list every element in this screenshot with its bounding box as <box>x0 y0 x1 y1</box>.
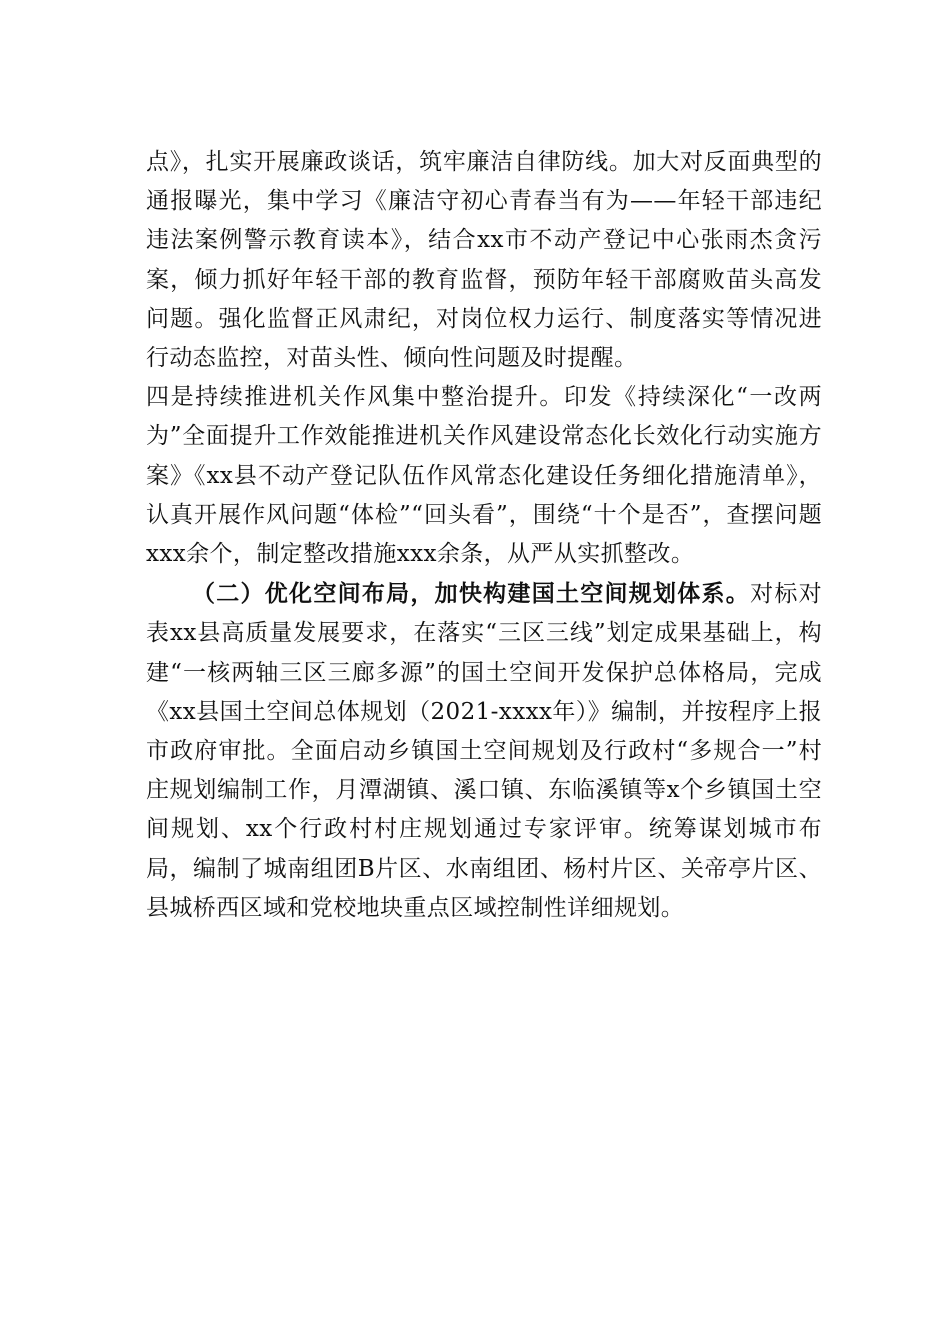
section-heading: （二）优化空间布局，加快构建国土空间规划体系。 <box>192 580 751 608</box>
paragraph-text: 四是持续推进机关作风集中整治提升。印发《持续深化“一改两为”全面提升工作效能推进机关作风建设常态化长效化行动实施方案》《xx县不动产登记队伍作风常态化建设任务细化措施清单》，认真开展作风问题“体检”“回头看”，围绕“十个是否”，查摆问题xxx余个，制定整改措施xxx余条，从严从实抓整改。 <box>146 384 822 568</box>
paragraph-text: 点》，扎实开展廉政谈话，筑牢廉洁自律防线。加大对反面典型的通报曝光，集中学习《廉洁守初心青春当有为——年轻干部违纪违法案例警示教育读本》，结合xx市不动产登记中心张雨杰贪污案，倾力抓好年轻干部的教育监督，预防年轻干部腐败苗头高发问题。强化监督正风肃纪，对岗位权力运行、制度落实等情况进行动态监控，对苗头性、倾向性问题及时提醒。 <box>146 149 822 372</box>
paragraph-continued <box>146 143 822 378</box>
body-text <box>146 143 822 928</box>
paragraph-work-style <box>146 378 822 574</box>
paragraph-spatial-planning <box>146 574 822 928</box>
paragraph-text: 对标对表xx县高质量发展要求，在落实“三区三线”划定成果基础上，构建“一核两轴三区三廊多源”的国土空间开发保护总体格局，完成《xx县国土空间总体规划（2021-xxxx年）》编制，并按程序上报市政府审批。全面启动乡镇国土空间规划及行政村“多规合一”村庄规划编制工作，月潭湖镇、溪口镇、东临溪镇等x个乡镇国土空间规划、xx个行政村村庄规划通过专家评审。统筹谋划城市布局，编制了城南组团B片区、水南组团、杨村片区、关帝亭片区、县城桥西区域和党校地块重点区域控制性详细规划。 <box>146 581 823 921</box>
